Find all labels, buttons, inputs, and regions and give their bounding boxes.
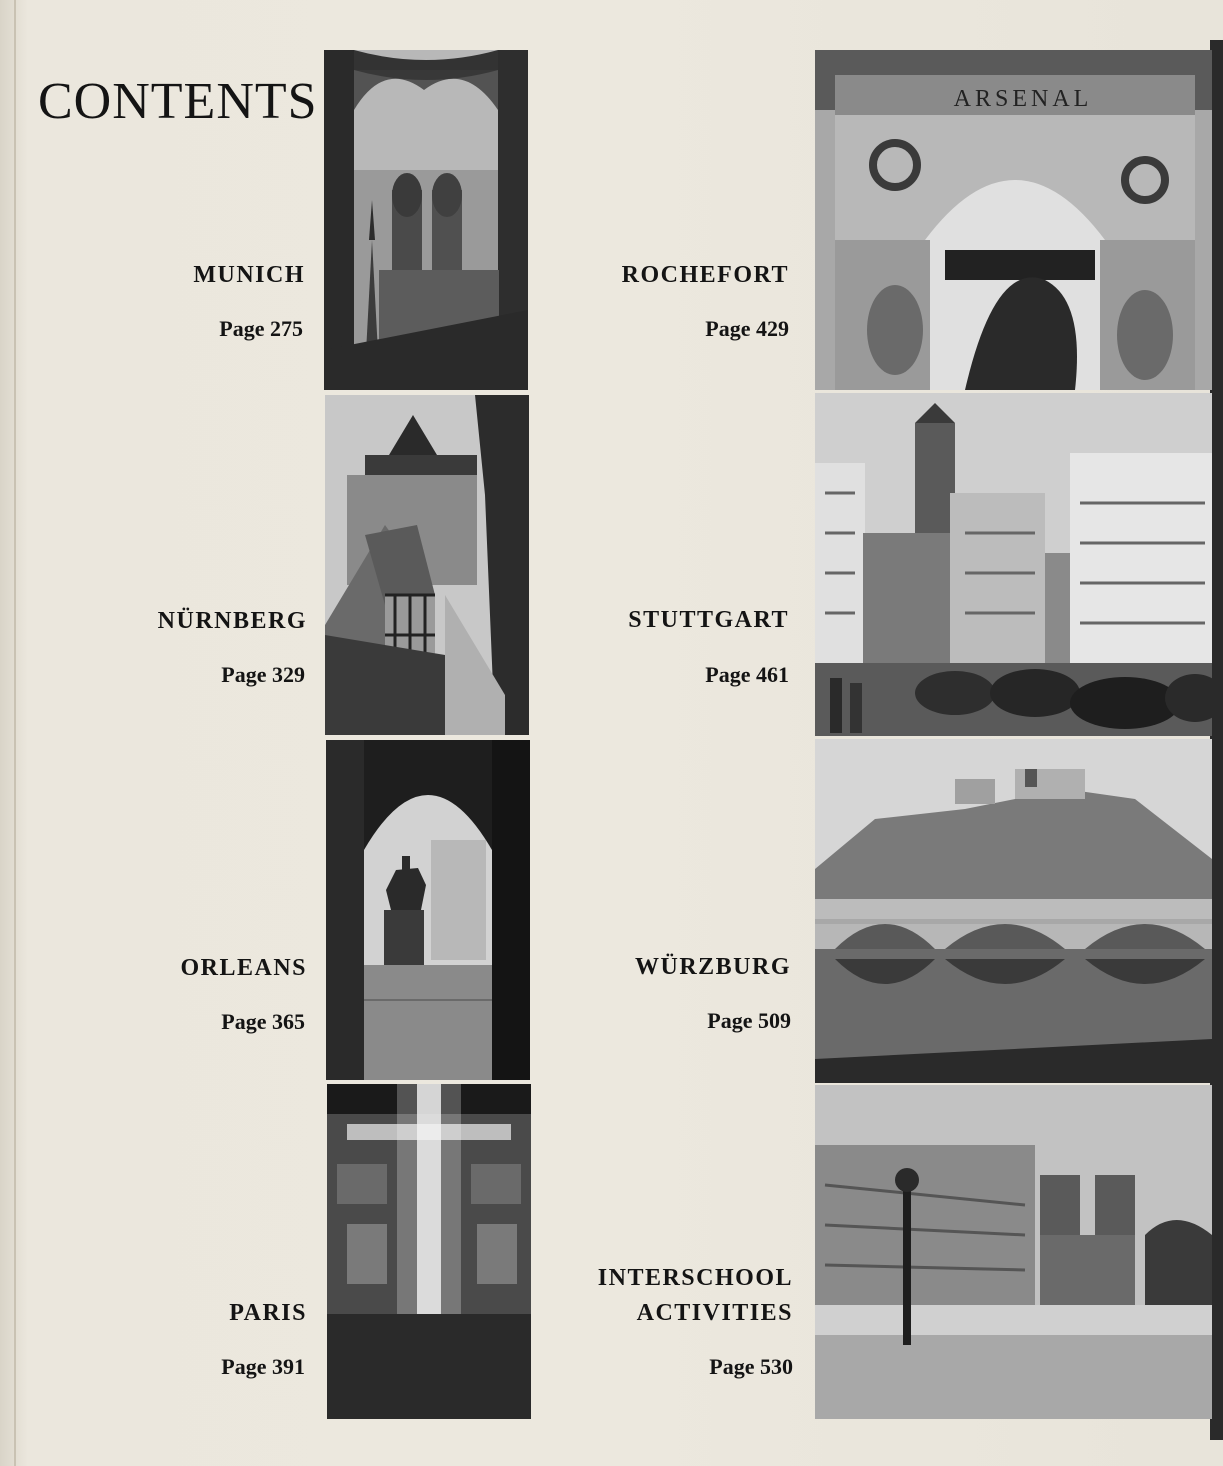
entry-wurzburg-page: Page 509 xyxy=(707,1008,791,1033)
entry-stuttgart-title: STUTTGART xyxy=(628,607,789,633)
photo-wurzburg-bridge xyxy=(815,739,1212,1083)
arsenal-sign: ARSENAL xyxy=(953,86,1093,112)
entry-paris-page: Page 391 xyxy=(221,1354,305,1379)
photo-munich-cathedral xyxy=(324,50,528,390)
entry-interschool-title-line2: ACTIVITIES xyxy=(636,1300,793,1326)
entry-munich-title: MUNICH xyxy=(193,262,305,288)
entry-munich-page: Page 275 xyxy=(219,316,303,341)
photo-orleans-statue xyxy=(326,740,530,1080)
photo-rochefort-arsenal xyxy=(815,50,1212,390)
photo-stuttgart-square xyxy=(815,393,1212,736)
entry-rochefort-title: ROCHEFORT xyxy=(621,262,789,288)
entry-orleans-title: ORLEANS xyxy=(180,955,307,981)
entry-paris-title: PARIS xyxy=(229,1300,307,1326)
photo-paris-notre-dame xyxy=(815,1085,1212,1419)
entry-rochefort-page: Page 429 xyxy=(705,316,789,341)
entry-nurnberg-page: Page 329 xyxy=(221,662,305,687)
entry-orleans-page: Page 365 xyxy=(221,1009,305,1034)
entry-stuttgart-page: Page 461 xyxy=(705,662,789,687)
entry-wurzburg-title: WÜRZBURG xyxy=(634,954,791,980)
entry-interschool-page: Page 530 xyxy=(709,1354,793,1379)
photo-nurnberg-tower xyxy=(325,395,529,735)
binding-gutter xyxy=(14,0,16,1466)
entry-interschool-title-line1: INTERSCHOOL xyxy=(597,1265,793,1291)
entry-nurnberg-title: NÜRNBERG xyxy=(157,608,307,634)
photo-paris-arc xyxy=(327,1084,531,1419)
page-title: CONTENTS xyxy=(38,73,318,130)
